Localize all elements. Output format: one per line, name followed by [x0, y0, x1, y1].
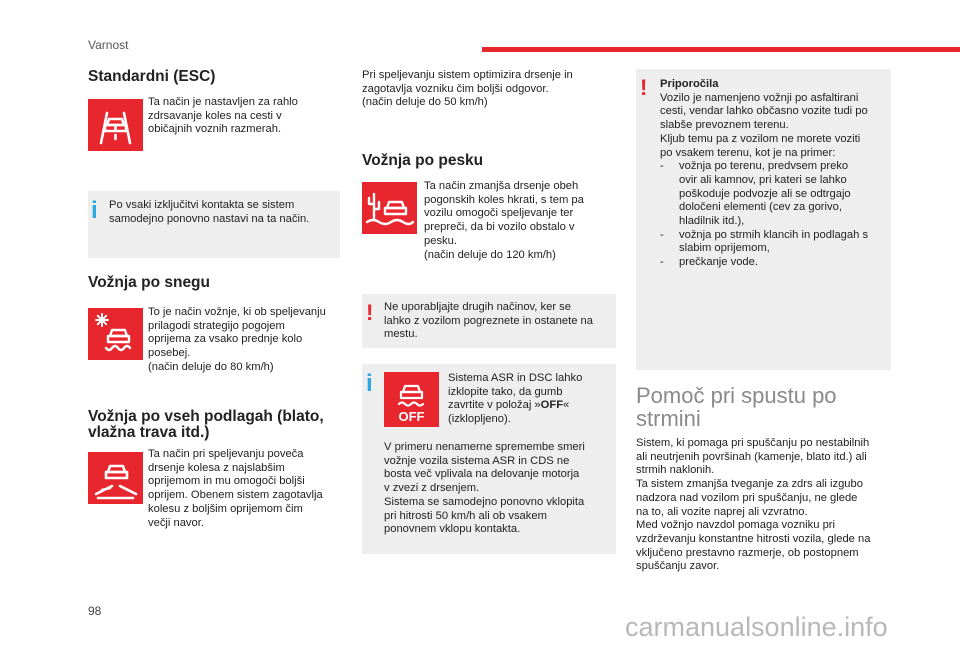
section-label: Varnost	[88, 38, 129, 52]
car-on-road-icon	[88, 99, 143, 151]
warning-box-modes	[362, 294, 616, 348]
list-item: - vožnja po terenu, predvsem preko ovir ali kamnov, pri kateri se lahko poškoduje podvozje ali se odtrgajo določeni elementi (cev za gorivo, hladilnik itd.),	[660, 160, 851, 228]
warning-icon: !	[366, 300, 374, 325]
heading-mud-line1: Vožnja po vseh podlagah (blato,	[88, 408, 324, 425]
car-on-mud-icon	[88, 452, 143, 504]
sand-description: Ta način zmanjša drsenje obeh pogonskih koles hkrati, s tem pa vozilu omogoči speljevanje ter prepreči, da bi vozilo obstalo v pesku. (način deluje do 120 km/h)	[424, 180, 584, 261]
watermark: carmanualsonline.info	[625, 612, 888, 642]
heading-snow: Vožnja po snegu	[88, 274, 210, 291]
asr-off-instructions: Sistema ASR in DSC lahko izklopite tako, da gumb zavrtite v položaj »OFF« (izklopljeno).	[448, 372, 583, 426]
snowflake-car-icon	[88, 308, 143, 360]
heading-mud-line2: vlažna trava itd.)	[88, 424, 210, 441]
info-icon: i	[366, 370, 373, 397]
heading-sand: Vožnja po pesku	[362, 152, 484, 169]
mud-description: Ta način pri speljevanju poveča drsenje kolesa z najslabšim oprijemom in mu omogoči boljši oprijem. Obenem sistem zagotavlja kolesu z boljšim oprijemom čim večji navor.	[148, 448, 323, 529]
info-box-text: Po vsaki izklјučitvi kontakta se sistem samodejno ponovno nastavi na ta način.	[109, 199, 310, 225]
heading-standard: Standardni (ESC)	[88, 68, 216, 85]
intro-text: Pri speljevanju sistem optimizira drsenje in zagotavlja vozniku čim boljši odgovor. (način deluje do 50 km/h)	[362, 69, 573, 109]
list-item: - prečkanje vode.	[660, 256, 758, 269]
asr-details: V primeru nenamerne spremembe smeri vožnje vozila sistema ASR in CDS ne bosta več vplivala na delovanje motorja v zvezi z drsenjem. Sistema se samodejno ponovno vklopita pri hitrosti 50 km/h ali ob vsakem ponovnem vklopu kontakta.	[384, 441, 585, 536]
header-accent-bar	[482, 47, 960, 52]
cactus-car-icon	[362, 182, 417, 234]
info-box-reset	[88, 191, 340, 258]
warning-box-text: Ne uporabljajte drugih načinov, ker se lahko z vozilom pogreznete in ostanete na mestu.	[384, 301, 593, 341]
off-label: OFF	[398, 409, 425, 424]
heading-hill-line2: strmini	[636, 406, 701, 431]
asr-off-button-icon	[384, 372, 439, 427]
recommendations-text: Vozilo je namenjeno vožnji po asfaltirani cesti, vendar lahko občasno vozite tudi po slabše prevoznem terenu. Kljub temu pa z vozilom ne morete voziti po vsakem terenu, kot je na primer:	[660, 91, 868, 159]
standard-description: Ta način je nastavljen za rahlo zdrsavanje koles na cesti v običajnih voznih razmerah.	[148, 96, 298, 136]
hill-description: Sistem, ki pomaga pri spuščanju po nestabilnih ali neutrjenih površinah (kamenje, blato itd.) ali strmih naklonih. Ta sistem zmanjša tveganje za zdrs ali izgubo nadzora nad vozilom pri spuščanju, ne glede na to, ali vozite naprej ali vzvratno. Med vožnjo navzdol pomaga vozniku pri vzdrževanju konstantne hitrosti vozila, glede na vključeno prestavno razmerje, ob postopnem spuščanju zavor.	[636, 437, 871, 573]
recommendations-box	[636, 69, 891, 370]
page-number: 98	[88, 604, 102, 618]
info-icon: i	[91, 197, 98, 224]
heading-hill-line1: Pomoč pri spustu po	[636, 383, 837, 408]
snow-description: To je način vožnje, ki ob speljevanju prilagodi strategijo pogojem oprijema za vsako prednje kolo posebej. (način deluje do 80 km/h)	[148, 306, 326, 373]
list-item: - vožnja po strmih klancih in podlagah s slabim oprijemom,	[660, 228, 869, 255]
info-box-asr	[362, 364, 616, 554]
warning-icon: !	[640, 75, 648, 100]
recommendations-title: Priporočila	[660, 78, 719, 90]
